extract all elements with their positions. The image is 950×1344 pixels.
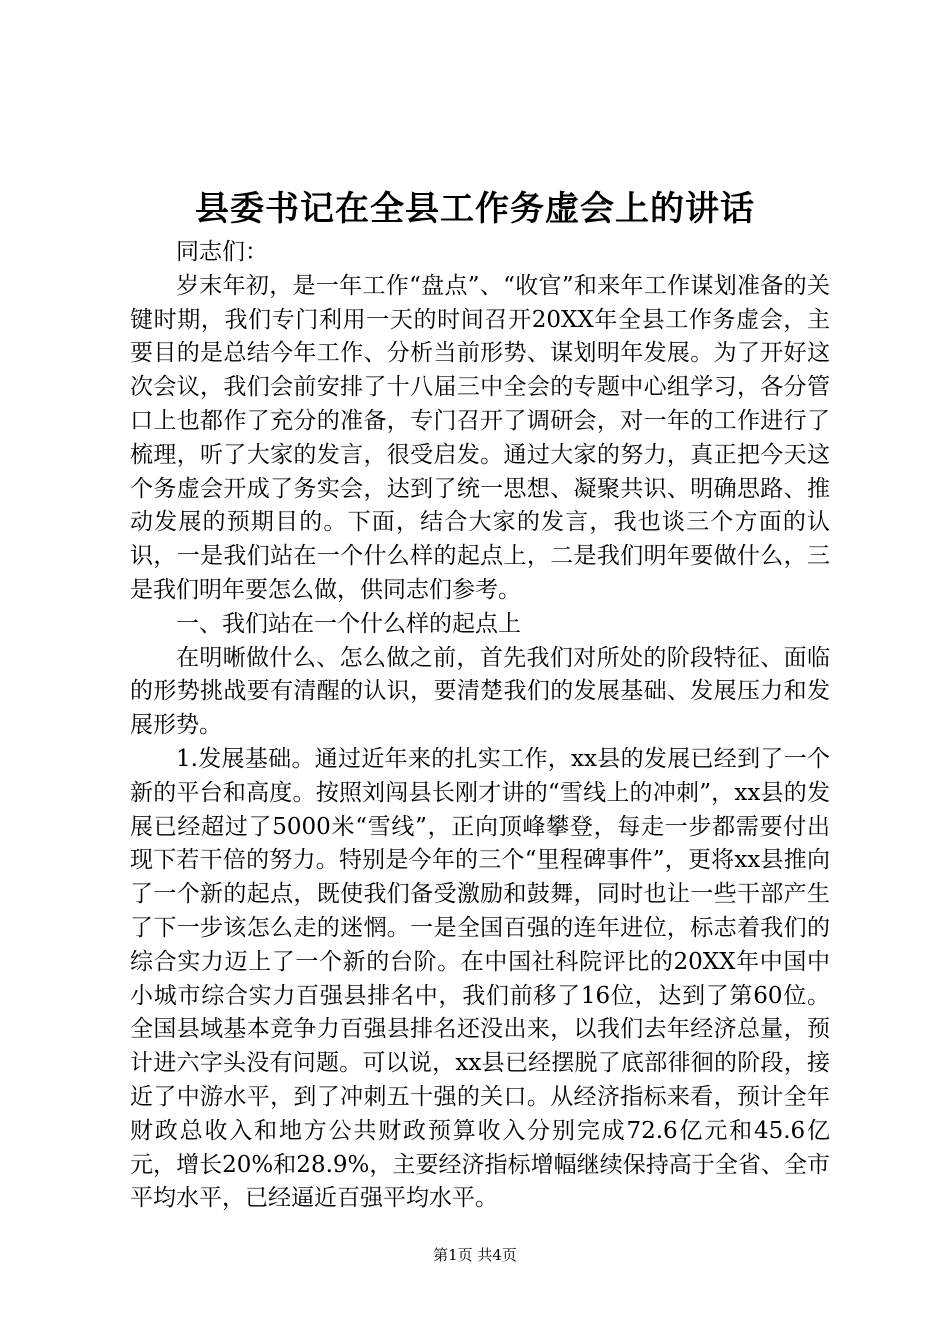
greeting-paragraph: 同志们： [176,239,268,265]
development-basis-paragraph: 1.发展基础。通过近年来的扎实工作，xx县的发展已经到了一个新的平台和高度。按照刘闯县长刚才讲的“雪线上的冲刺”，xx县的发展已经超过了5000米“雪线”，正向顶峰攀登，每走一步都需要付出现下若干倍的努力。特别是今年的三个“里程碑事件”，更将xx县推向了一个新的起点，既使我们备受激励和鼓舞，同时也让一些干部产生了下一步该怎么走的迷惘。一是全国百强的连年进位，标志着我们的综合实力迈上了一个新的台阶。在中国社科院评比的20XX年中国中小城市综合实力百强县排名中，我们前移了16位，达到了第60位。全国县域基本竞争力百强县排名还没出来，以我们去年经济总量，预计进六字头没有问题。可以说，xx县已经摆脱了底部徘徊的阶段，接近了中游水平，到了冲刺五十强的关口。从经济指标来看，预计全年财政总收入和地方公共财政预算收入分别完成72.6亿元和45.6亿元，增长20%和28.9%，主要经济指标增幅继续保持高于全省、全市平均水平，已经逼近百强平均水平。 [130,745,830,1212]
section-intro-paragraph: 在明晰做什么、怎么做之前，首先我们对所处的阶段特征、面临的形势挑战要有清醒的认识，要清楚我们的发展基础、发展压力和发展形势。 [130,644,830,739]
document-body [130,236,830,1216]
page-number: 第1页 共4页 [433,1246,517,1264]
intro-paragraph: 岁末年初，是一年工作“盘点”、“收官”和来年工作谋划准备的关键时期，我们专门利用一天的时间召开20XX年全县工作务虚会，主要目的是总结今年工作、分析当前形势、谋划明年发展。为了开好这次会议，我们会前安排了十八届三中全会的专题中心组学习，各分管口上也都作了充分的准备，专门召开了调研会，对一年的工作进行了梳理，听了大家的发言，很受启发。通过大家的努力，真正把今天这个务虚会开成了务实会，达到了统一思想、凝聚共识、明确思路、推动发展的预期目的。下面，结合大家的发言，我也谈三个方面的认识，一是我们站在一个什么样的起点上，二是我们明年要做什么，三是我们明年要怎么做，供同志们参考。 [130,272,830,603]
document-title: 县委书记在全县工作务虚会上的讲话 [195,189,755,229]
section-heading: 一、我们站在一个什么样的起点上 [176,610,521,637]
